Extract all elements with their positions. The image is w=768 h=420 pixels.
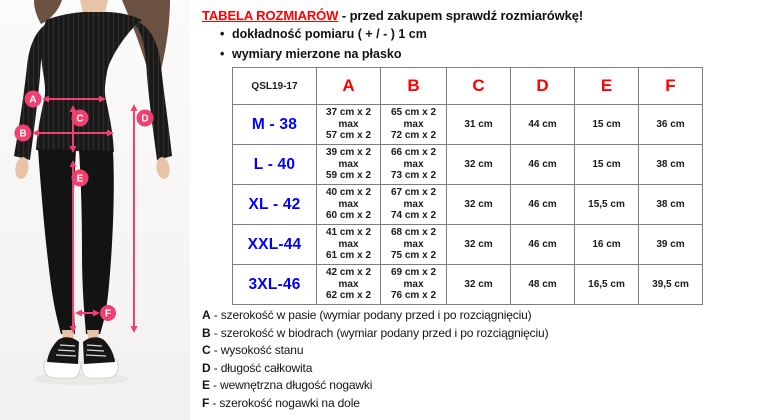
table-row xyxy=(233,185,703,225)
table-row xyxy=(233,265,703,305)
measure-line: 59 cm x 2 xyxy=(325,170,372,182)
size-cell: M - 38 xyxy=(233,105,317,145)
marker-label-b: B xyxy=(19,128,27,140)
size-cell: XL - 42 xyxy=(233,185,317,225)
marker-label-d: D xyxy=(141,113,149,125)
measure-d-cell: 46 cm xyxy=(511,185,575,225)
measure-line: 61 cm x 2 xyxy=(325,250,372,262)
measure-a-cell xyxy=(317,145,381,185)
measure-line: 40 cm x 2 xyxy=(325,187,372,199)
marker-label-c: C xyxy=(76,113,84,125)
measure-line: max xyxy=(338,198,359,210)
legend-text: szerokość w biodrach (wymiar podany przed i po rozciągnięciu) xyxy=(220,325,549,340)
measure-line: 57 cm x 2 xyxy=(325,130,372,142)
column-letter-c: C xyxy=(447,68,511,105)
measure-line: max xyxy=(403,238,424,250)
measure-e-cell: 15,5 cm xyxy=(575,185,639,225)
legend-item xyxy=(202,342,548,360)
measure-line: 76 cm x 2 xyxy=(390,290,437,302)
table-row xyxy=(233,105,703,145)
legend-item xyxy=(202,395,548,413)
measure-line: 74 cm x 2 xyxy=(390,210,437,222)
legend-item xyxy=(202,360,548,378)
legend-letter: C xyxy=(202,343,211,357)
legend-letter: B xyxy=(202,325,211,340)
measure-line: max xyxy=(403,198,424,210)
title-highlight: TABELA ROZMIARÓW xyxy=(202,8,339,23)
column-letter-b: B xyxy=(381,68,447,105)
measure-f-cell: 39,5 cm xyxy=(639,265,703,305)
measure-c-cell: 32 cm xyxy=(447,225,511,265)
measure-line: 73 cm x 2 xyxy=(390,170,437,182)
measure-line: 66 cm x 2 xyxy=(390,147,437,159)
size-table xyxy=(232,67,703,305)
table-row xyxy=(233,225,703,265)
measure-line: max xyxy=(338,118,359,130)
notes-list xyxy=(220,27,427,66)
measure-c-cell: 31 cm xyxy=(447,105,511,145)
legend-separator: - xyxy=(209,395,220,410)
measure-a-cell xyxy=(317,185,381,225)
measure-line: 39 cm x 2 xyxy=(325,147,372,159)
marker-label-a: A xyxy=(29,94,37,106)
measure-line: 42 cm x 2 xyxy=(325,267,372,279)
column-letter-e: E xyxy=(575,68,639,105)
product-photo xyxy=(0,0,190,420)
note-item: • wymiary mierzone na płasko xyxy=(220,47,427,62)
measure-line: 72 cm x 2 xyxy=(390,130,437,142)
legend-separator: - xyxy=(210,308,221,322)
legend-item xyxy=(202,307,548,325)
legend-text: wysokość stanu xyxy=(220,343,304,357)
column-letter-a: A xyxy=(317,68,381,105)
legend-separator: - xyxy=(210,343,221,357)
measure-a-cell xyxy=(317,105,381,145)
measure-a-cell xyxy=(317,225,381,265)
marker-label-e: E xyxy=(76,173,84,185)
measure-d-cell: 48 cm xyxy=(511,265,575,305)
column-letter-d: D xyxy=(511,68,575,105)
model-figure-svg xyxy=(0,0,190,420)
measure-f-cell: 38 cm xyxy=(639,185,703,225)
measure-line: 67 cm x 2 xyxy=(390,187,437,199)
measure-b-cell xyxy=(381,145,447,185)
legend-text: szerokość nogawki na dole xyxy=(219,395,360,410)
measure-line: 62 cm x 2 xyxy=(325,290,372,302)
measure-f-cell: 38 cm xyxy=(639,145,703,185)
measure-c-cell: 32 cm xyxy=(447,265,511,305)
measure-f-cell: 36 cm xyxy=(639,105,703,145)
legend-separator: - xyxy=(209,378,221,392)
size-cell: 3XL-46 xyxy=(233,265,317,305)
measure-line: 37 cm x 2 xyxy=(325,107,372,119)
legend-item xyxy=(202,377,548,395)
measure-b-cell xyxy=(381,105,447,145)
legend-letter: D xyxy=(202,360,211,375)
legend-text: długość całkowita xyxy=(220,360,313,375)
measure-line: max xyxy=(403,158,424,170)
measure-a-cell xyxy=(317,265,381,305)
measure-b-cell xyxy=(381,185,447,225)
measure-line: max xyxy=(338,238,359,250)
measure-line: 60 cm x 2 xyxy=(325,210,372,222)
measure-c-cell: 32 cm xyxy=(447,185,511,225)
measure-f-cell: 39 cm xyxy=(639,225,703,265)
measure-e-cell: 15 cm xyxy=(575,145,639,185)
legend-separator: - xyxy=(210,360,221,375)
note-item: • dokładność pomiaru ( + / - ) 1 cm xyxy=(220,27,427,42)
legend-letter: A xyxy=(202,308,211,322)
legend-letter: E xyxy=(202,378,210,392)
measure-line: 41 cm x 2 xyxy=(325,227,372,239)
size-cell: XXL-44 xyxy=(233,225,317,265)
legend-item xyxy=(202,325,548,343)
title-suffix: - przed zakupem sprawdź rozmiarówkę! xyxy=(338,8,584,23)
table-header-row xyxy=(233,68,703,105)
marker-label-f: F xyxy=(104,308,112,320)
measure-e-cell: 15 cm xyxy=(575,105,639,145)
measure-e-cell: 16 cm xyxy=(575,225,639,265)
measure-line: max xyxy=(338,278,359,290)
measure-b-cell xyxy=(381,265,447,305)
legend-letter: F xyxy=(202,395,210,410)
measure-e-cell: 16,5 cm xyxy=(575,265,639,305)
measure-line: max xyxy=(403,278,424,290)
legend-separator: - xyxy=(210,325,221,340)
measure-line: 68 cm x 2 xyxy=(390,227,437,239)
measure-d-cell: 46 cm xyxy=(511,225,575,265)
size-cell: L - 40 xyxy=(233,145,317,185)
page-title xyxy=(202,8,583,23)
legend-text: szerokość w pasie (wymiar podany przed i po rozciągnięciu) xyxy=(220,308,532,322)
legend xyxy=(202,307,548,412)
measure-line: 65 cm x 2 xyxy=(390,107,437,119)
column-letter-f: F xyxy=(639,68,703,105)
measure-d-cell: 46 cm xyxy=(511,145,575,185)
measure-d-cell: 44 cm xyxy=(511,105,575,145)
legend-text: wewnętrzna długość nogawki xyxy=(220,378,373,392)
content-area xyxy=(190,0,768,420)
measure-b-cell xyxy=(381,225,447,265)
measure-line: max xyxy=(338,158,359,170)
measure-line: 75 cm x 2 xyxy=(390,250,437,262)
measure-c-cell: 32 cm xyxy=(447,145,511,185)
table-row xyxy=(233,145,703,185)
measure-line: max xyxy=(403,118,424,130)
product-code-cell: QSL19-17 xyxy=(233,68,317,105)
measure-line: 69 cm x 2 xyxy=(390,267,437,279)
